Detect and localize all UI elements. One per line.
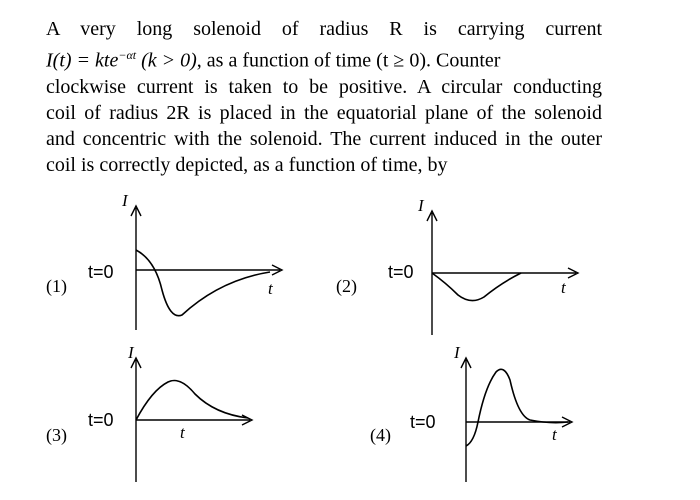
option-1-graph — [100, 190, 300, 340]
option-1-t0-label: t=0 — [88, 262, 114, 282]
option-4-label[interactable]: (4) — [370, 425, 391, 445]
option-1-y-axis-label: I — [122, 191, 128, 210]
option-3-graph — [100, 342, 300, 492]
option-2-t0-label: t=0 — [388, 262, 414, 282]
question-line-1: A very long solenoid of radius R is carrying current — [46, 18, 602, 40]
question-line-2-rest: , as a function of time (t ≥ 0). Counter — [196, 49, 501, 72]
option-4-y-axis-label: I — [454, 343, 460, 362]
option-2-graph — [396, 195, 596, 345]
question-text — [46, 16, 602, 178]
current-condition: (k > 0) — [141, 49, 197, 72]
option-2-label[interactable]: (2) — [336, 276, 357, 296]
option-3-t0-label: t=0 — [88, 410, 114, 430]
option-4-graph — [430, 342, 630, 492]
option-2-y-axis-label: I — [418, 196, 424, 215]
option-4-t0-label: t=0 — [410, 412, 436, 432]
question-line-6: coil is correctly depicted, as a function of time, by — [46, 153, 448, 176]
question-line-2 — [46, 42, 602, 74]
question-line-3: clockwise current is taken to be positive. A circular conducting — [46, 75, 602, 98]
option-3-label[interactable]: (3) — [46, 425, 67, 445]
option-4-x-axis-label: t — [552, 425, 557, 444]
option-1-label[interactable]: (1) — [46, 276, 67, 296]
question-line-5: and concentric with the solenoid. The current induced in the outer — [46, 127, 602, 150]
current-formula-exponent: −αt — [118, 48, 137, 62]
option-3-x-axis-label: t — [180, 423, 185, 442]
option-1-x-axis-label: t — [268, 279, 273, 298]
option-2-x-axis-label: t — [561, 278, 566, 297]
question-line-4: coil of radius 2R is placed in the equatorial plane of the solenoid — [46, 101, 602, 124]
option-3-y-axis-label: I — [128, 343, 134, 362]
current-formula: I(t) = kte — [46, 49, 119, 72]
